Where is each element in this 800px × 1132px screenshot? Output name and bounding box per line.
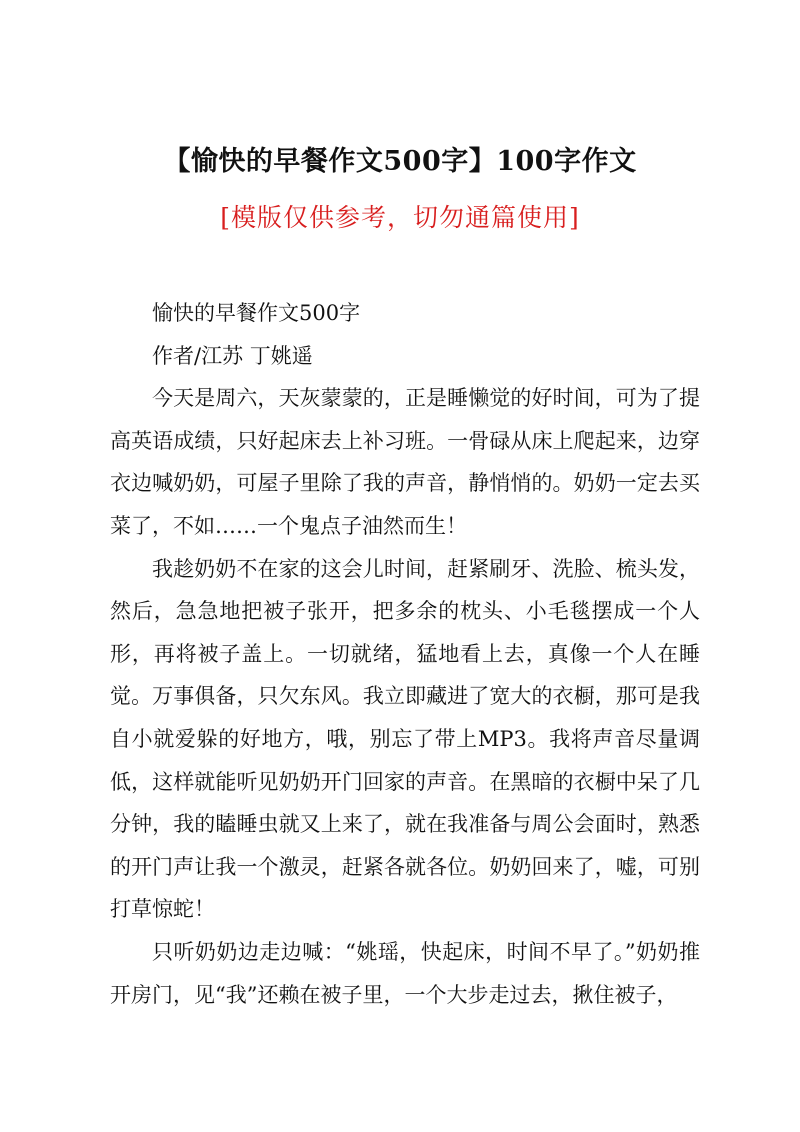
- essay-paragraph: 我趁奶奶不在家的这会儿时间，赶紧刷牙、洗脸、梳头发，然后，急急地把被子张开，把多余的枕头、小毛毯摆成一个人形，再将被子盖上。一切就绪，猛地看上去，真像一个人在睡觉。万事俱备，只欠东风。我立即藏进了宽大的衣橱，那可是我自小就爱躲的好地方，哦，别忘了带上MP3。我将声音尽量调低，这样就能听见奶奶开门回家的声音。在黑暗的衣橱中呆了几分钟，我的瞌睡虫就又上来了，就在我准备与周公会面时，熟悉的开门声让我一个激灵，赶紧各就各位。奶奶回来了，嘘，可别打草惊蛇！: [110, 556, 700, 922]
- essay-paragraph: 今天是周六，天灰蒙蒙的，正是睡懒觉的好时间，可为了提高英语成绩，只好起床去上补习班。一骨碌从床上爬起来，边穿衣边喊奶奶，可屋子里除了我的声音，静悄悄的。奶奶一定去买菜了，不如……一个鬼点子油然而生！: [110, 386, 700, 538]
- essay-author: 作者/江苏 丁姚遥: [152, 343, 313, 368]
- essay-title: 愉快的早餐作文500字: [152, 301, 361, 325]
- essay-paragraph: 只听奶奶边走边喊：“姚瑶，快起床，时间不早了。”奶奶推开房门，见“我”还赖在被子里，一个大步走过去，揪住被子，: [110, 939, 700, 1007]
- essay-body: [110, 292, 700, 1016]
- template-disclaimer: [模版仅供参考，切勿通篇使用]: [220, 203, 580, 232]
- document-title: 【愉快的早餐作文500字】100字作文: [163, 146, 637, 177]
